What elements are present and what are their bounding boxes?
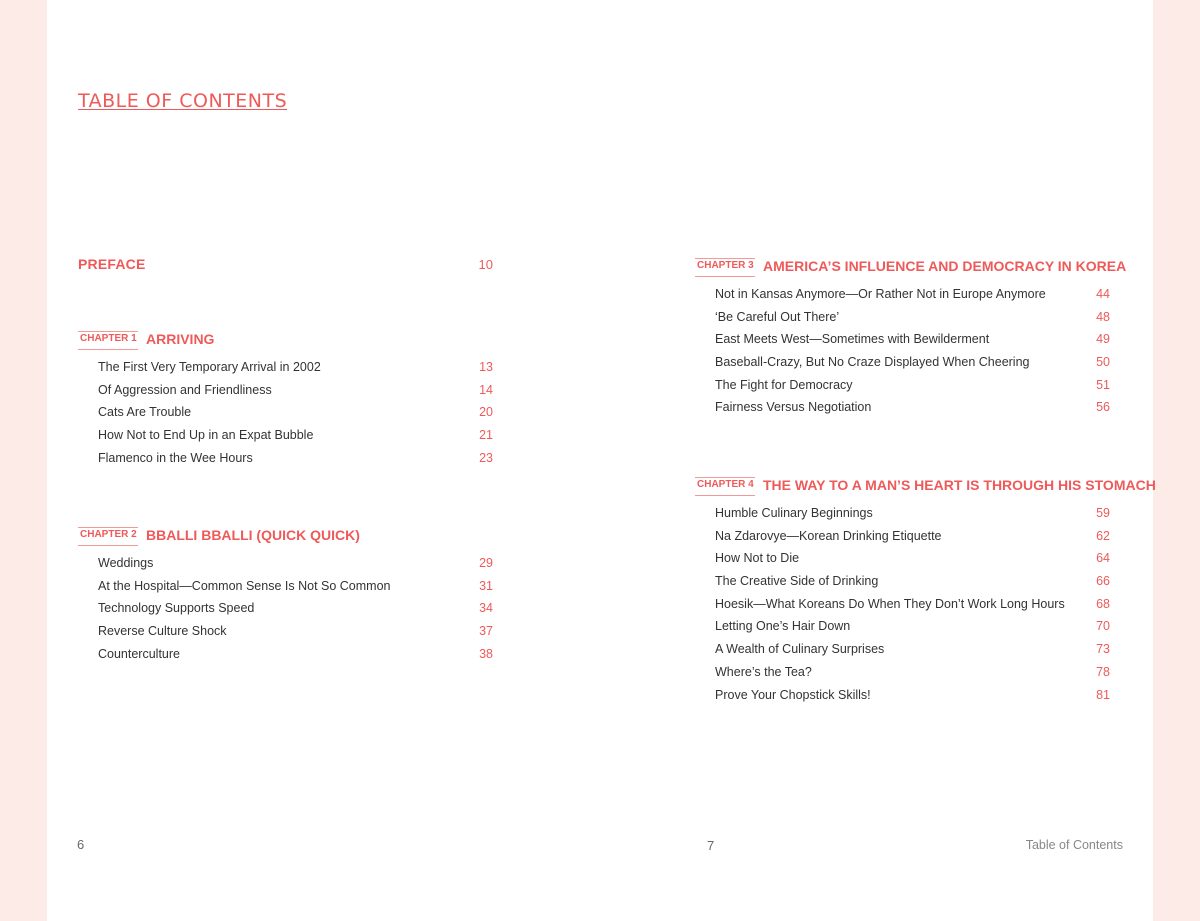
toc-entry <box>98 643 493 666</box>
entry-page-number: 37 <box>479 624 493 639</box>
chapter-entries <box>98 356 493 469</box>
toc-entry <box>715 638 1110 661</box>
entry-page-number: 68 <box>1096 596 1110 611</box>
chapter-heading <box>695 256 1125 280</box>
chapter-heading <box>695 475 1156 499</box>
entry-page-number: 44 <box>1096 287 1110 301</box>
entry-title: Flamenco in the Wee Hours <box>98 450 253 465</box>
chapter-tag: CHAPTER 1 <box>78 331 138 350</box>
chapter-entries <box>715 502 1110 706</box>
chapter-tag: CHAPTER 2 <box>78 527 138 546</box>
toc-title: TABLE OF CONTENTS <box>78 90 288 112</box>
chapter-heading <box>78 329 508 353</box>
entry-title: A Wealth of Culinary Surprises <box>715 642 885 657</box>
toc-entry <box>98 379 493 402</box>
toc-entry <box>715 570 1110 593</box>
entry-title: ‘Be Careful Out There’ <box>715 309 840 324</box>
entry-title: At the Hospital—Common Sense Is Not So Common <box>98 578 391 593</box>
entry-page-number: 70 <box>1096 619 1110 634</box>
toc-entry <box>98 620 493 643</box>
entry-page-number: 34 <box>479 601 493 616</box>
entry-title: Of Aggression and Friendliness <box>98 382 272 397</box>
entry-title: Baseball-Crazy, But No Craze Displayed When Cheering <box>715 355 1030 370</box>
entry-title: The Creative Side of Drinking <box>715 574 879 589</box>
toc-entry <box>715 525 1110 548</box>
toc-entry <box>715 502 1110 525</box>
toc-entry <box>98 575 493 598</box>
toc-entry <box>98 447 493 470</box>
chapter-entries <box>715 283 1110 419</box>
chapter-title: THE WAY TO A MAN’S HEART IS THROUGH HIS STOMACH <box>763 477 1156 493</box>
toc-entry <box>715 661 1110 684</box>
entry-page-number: 78 <box>1096 664 1110 679</box>
chapter-3 <box>695 256 1127 415</box>
entry-page-number: 64 <box>1096 551 1110 566</box>
chapter-1 <box>78 329 508 465</box>
entry-page-number: 29 <box>479 556 493 570</box>
toc-entry <box>715 396 1110 419</box>
toc-entry <box>715 283 1110 306</box>
running-head: Table of Contents <box>1025 838 1123 852</box>
chapter-title: ARRIVING <box>146 331 215 347</box>
toc-entry <box>715 615 1110 638</box>
entry-page-number: 21 <box>479 428 493 443</box>
left-page-number: 6 <box>77 837 85 852</box>
entry-title: Technology Supports Speed <box>98 601 255 616</box>
entry-title: Hoesik—What Koreans Do When They Don’t Work Long Hours <box>715 596 1065 611</box>
entry-title: Reverse Culture Shock <box>98 624 227 639</box>
preface-title: PREFACE <box>78 256 146 272</box>
entry-title: East Meets West—Sometimes with Bewilderment <box>715 332 990 347</box>
entry-title: How Not to Die <box>715 551 800 566</box>
entry-title: The First Very Temporary Arrival in 2002 <box>98 360 321 374</box>
entry-title: Prove Your Chopstick Skills! <box>715 687 871 702</box>
chapter-tag: CHAPTER 3 <box>695 258 755 277</box>
entry-title: Humble Culinary Beginnings <box>715 506 873 520</box>
entry-page-number: 51 <box>1096 377 1110 392</box>
chapter-title: AMERICA’S INFLUENCE AND DEMOCRACY IN KOREA <box>763 258 1127 274</box>
chapter-heading <box>78 525 508 549</box>
entry-title: Letting One’s Hair Down <box>715 619 851 634</box>
toc-entry <box>715 374 1110 397</box>
entry-page-number: 66 <box>1096 574 1110 589</box>
entry-title: Na Zdarovye—Korean Drinking Etiquette <box>715 528 942 543</box>
entry-page-number: 49 <box>1096 332 1110 347</box>
chapter-2 <box>78 525 508 661</box>
entry-title: Where’s the Tea? <box>715 664 812 679</box>
entry-title: Weddings <box>98 556 154 570</box>
chapter-entries <box>98 552 493 665</box>
entry-page-number: 62 <box>1096 528 1110 543</box>
entry-page-number: 20 <box>479 405 493 420</box>
toc-entry <box>98 597 493 620</box>
toc-entry <box>98 401 493 424</box>
chapter-title: BBALLI BBALLI (QUICK QUICK) <box>146 527 360 543</box>
toc-entry <box>715 351 1110 374</box>
chapter-4 <box>695 475 1156 702</box>
toc-entry <box>715 547 1110 570</box>
entry-page-number: 38 <box>479 646 493 661</box>
entry-page-number: 50 <box>1096 355 1110 370</box>
toc-entry <box>715 328 1110 351</box>
entry-page-number: 59 <box>1096 506 1110 520</box>
toc-entry <box>715 684 1110 707</box>
entry-title: Fairness Versus Negotiation <box>715 400 872 415</box>
entry-page-number: 73 <box>1096 642 1110 657</box>
toc-entry <box>98 552 493 575</box>
toc-entry <box>98 424 493 447</box>
chapter-tag: CHAPTER 4 <box>695 477 755 496</box>
entry-title: The Fight for Democracy <box>715 377 853 392</box>
toc-entry <box>715 593 1110 616</box>
entry-page-number: 81 <box>1096 687 1110 702</box>
entry-title: Counterculture <box>98 646 180 661</box>
toc-entry <box>715 306 1110 329</box>
right-page-number: 7 <box>707 838 715 853</box>
entry-title: How Not to End Up in an Expat Bubble <box>98 428 314 443</box>
entry-page-number: 13 <box>479 360 493 374</box>
entry-page-number: 14 <box>479 382 493 397</box>
toc-entry <box>98 356 493 379</box>
entry-page-number: 56 <box>1096 400 1110 415</box>
entry-page-number: 31 <box>479 578 493 593</box>
entry-title: Cats Are Trouble <box>98 405 192 420</box>
entry-page-number: 23 <box>479 450 493 465</box>
preface-page-number: 10 <box>478 257 493 272</box>
entry-page-number: 48 <box>1096 309 1110 324</box>
entry-title: Not in Kansas Anymore—Or Rather Not in Europe Anymore <box>715 287 1046 301</box>
